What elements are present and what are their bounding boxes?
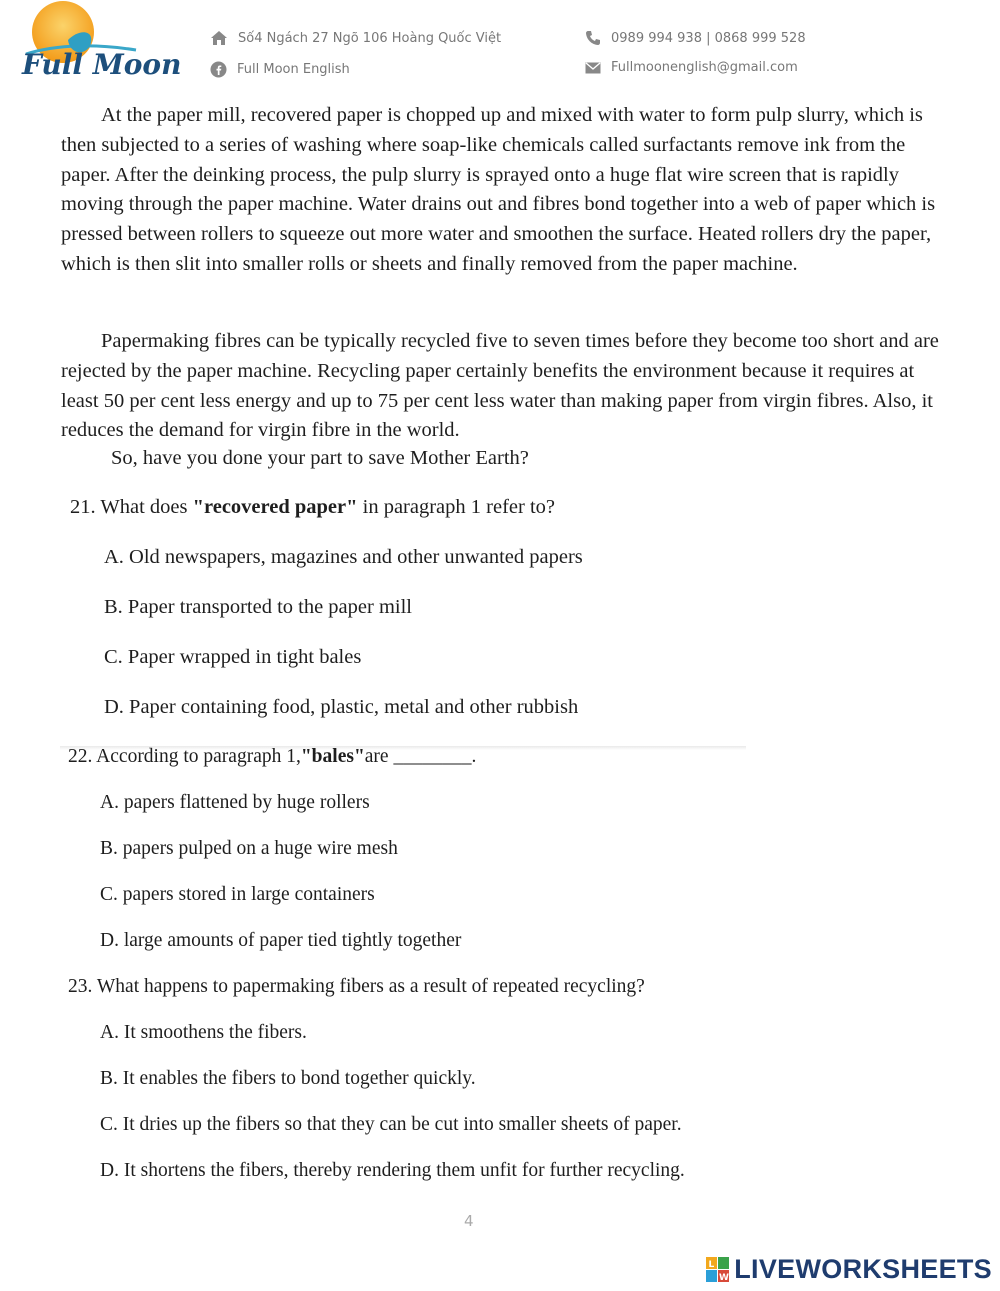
question-23: 23. What happens to papermaking fibers as a result of repeated recycling? <box>68 976 645 997</box>
question-21-pre: 21. What does <box>70 496 193 518</box>
question-22 <box>68 746 476 768</box>
question-23-option-a[interactable]: A. It smoothens the fibers. <box>100 1022 307 1043</box>
mail-icon <box>585 62 601 74</box>
question-21-option-d[interactable]: D. Paper containing food, plastic, metal and other rubbish <box>104 696 579 718</box>
question-23-option-c[interactable]: C. It dries up the fibers so that they can be cut into smaller sheets of paper. <box>100 1114 682 1135</box>
phone-icon <box>585 30 601 46</box>
header-facebook[interactable] <box>210 61 350 78</box>
passage-paragraph-3: So, have you done your part to save Mother Earth? <box>111 447 529 469</box>
badge-letter-l: L <box>708 1259 715 1270</box>
liveworksheets-badge-icon <box>706 1257 730 1283</box>
question-21-option-c[interactable]: C. Paper wrapped in tight bales <box>104 646 362 668</box>
question-22-bold: "bales" <box>300 746 365 767</box>
question-22-option-b[interactable]: B. papers pulped on a huge wire mesh <box>100 838 398 859</box>
question-23-option-d[interactable]: D. It shortens the fibers, thereby rendering them unfit for further recycling. <box>100 1160 685 1181</box>
question-21-post: in paragraph 1 refer to? <box>357 496 556 518</box>
question-21-option-b[interactable]: B. Paper transported to the paper mill <box>104 596 412 618</box>
question-22-option-c[interactable]: C. papers stored in large containers <box>100 884 375 905</box>
facebook-icon <box>210 61 227 78</box>
badge-letter-w: W <box>719 1272 730 1283</box>
facebook-text[interactable]: Full Moon English <box>237 62 350 77</box>
full-moon-logo <box>18 0 182 90</box>
passage-paragraph-2: Papermaking fibres can be typically recycled five to seven times before they become too short and are rejected by the paper machine. Recycling paper certainly benefits the environment because it requires at least 50 per cent less energy and up to 75 per cent less water than making paper from virgin fibres. Also, it reduces the demand for virgin fibre in the world. <box>61 330 939 442</box>
home-icon <box>210 30 228 46</box>
question-22-option-d[interactable]: D. large amounts of paper tied tightly together <box>100 930 462 951</box>
question-22-option-a[interactable]: A. papers flattened by huge rollers <box>100 792 370 813</box>
logo-text: Full Moon <box>22 48 182 81</box>
phone-text[interactable]: 0989 994 938 | 0868 999 528 <box>611 30 806 46</box>
passage-paragraph-1: At the paper mill, recovered paper is chopped up and mixed with water to form pulp slurry, which is then subjected to a series of washing where soap-like chemicals called surfactants remove ink from the paper. After the deinking process, the pulp slurry is sprayed onto a huge flat wire screen that is rapidly moving through the paper machine. Water drains out and fibres bond together into a web of paper which is pressed between rollers to squeeze out more water and smoothen the surface. Heated rollers dry the paper, which is then slit into smaller rolls or sheets and finally removed from the paper machine. <box>61 104 936 275</box>
email-text[interactable]: Fullmoonenglish@gmail.com <box>611 60 798 75</box>
liveworksheets-brand[interactable] <box>706 1254 992 1285</box>
question-22-post: are ________. <box>364 746 477 767</box>
question-21-option-a[interactable]: A. Old newspapers, magazines and other unwanted papers <box>104 546 583 568</box>
header-email[interactable] <box>585 60 798 75</box>
liveworksheets-text[interactable]: LIVEWORKSHEETS <box>734 1254 992 1284</box>
address-text: Số4 Ngách 27 Ngõ 106 Hoàng Quốc Việt <box>238 30 502 46</box>
page-number: 4 <box>464 1212 474 1230</box>
question-22-pre: 22. According to paragraph 1, <box>68 746 301 767</box>
question-21 <box>70 496 555 519</box>
question-21-bold: "recovered paper" <box>192 496 358 518</box>
question-23-option-b[interactable]: B. It enables the fibers to bond together quickly. <box>100 1068 476 1089</box>
header-address <box>210 30 501 46</box>
header-phone[interactable] <box>585 30 806 46</box>
